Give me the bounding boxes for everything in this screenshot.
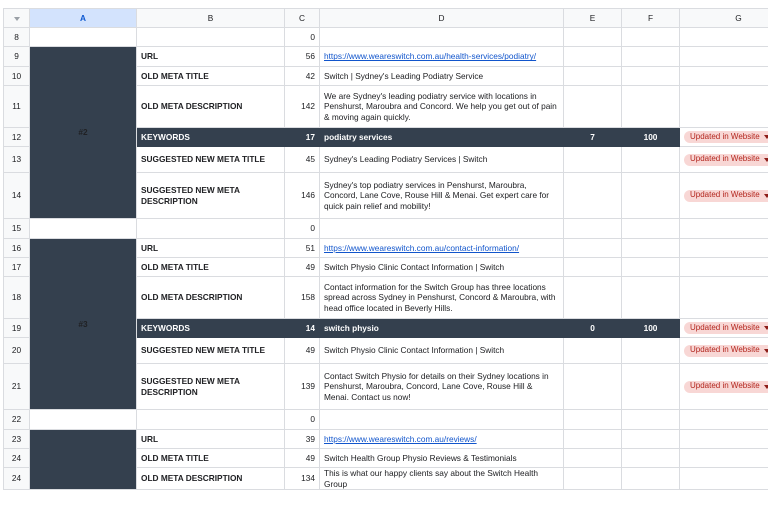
value-cell[interactable]: Sydney's top podiatry services in Penshurst, Maroubra, Concord, Lane Cove, Rouse Hill & Menai. Get expert care for quick pain relief and mobility! — [320, 173, 564, 219]
cell[interactable] — [622, 468, 680, 490]
row-number[interactable]: 8 — [4, 28, 30, 47]
char-count-cell[interactable]: 139 — [285, 364, 320, 410]
position-cell[interactable]: 0 — [564, 319, 622, 338]
cell[interactable] — [137, 219, 285, 239]
url-cell[interactable] — [320, 430, 564, 449]
cell[interactable] — [622, 277, 680, 319]
url-link[interactable]: https://www.weareswitch.com.au/contact-information/ — [324, 242, 520, 253]
cell[interactable] — [320, 410, 564, 430]
value-cell[interactable]: Switch Health Group Physio Reviews & Testimonials — [320, 449, 564, 468]
cell[interactable] — [680, 468, 768, 490]
char-count-cell[interactable]: 51 — [285, 239, 320, 258]
field-label-cell[interactable]: OLD META TITLE — [137, 258, 285, 277]
status-cell[interactable] — [680, 128, 768, 147]
char-count-cell[interactable]: 146 — [285, 173, 320, 219]
cell[interactable] — [564, 258, 622, 277]
column-header-e[interactable]: E — [564, 9, 622, 28]
dropdown-arrow-icon — [764, 385, 768, 389]
cell[interactable] — [320, 219, 564, 239]
cell[interactable] — [320, 28, 564, 47]
row-number[interactable]: 18 — [4, 277, 30, 319]
status-cell[interactable] — [680, 319, 768, 338]
value-cell[interactable]: Contact information for the Switch Group has three locations spread across Sydney in Penshurst, Concord & Maroubra, with head office located in Beverly Hills. — [320, 277, 564, 319]
char-count-cell[interactable]: 0 — [285, 28, 320, 47]
row-number[interactable]: 13 — [4, 147, 30, 173]
cell[interactable] — [622, 449, 680, 468]
column-header-a[interactable]: A — [30, 9, 137, 28]
char-count-cell[interactable]: 56 — [285, 47, 320, 67]
cell[interactable] — [622, 239, 680, 258]
char-count-cell[interactable]: 42 — [285, 67, 320, 86]
value-cell[interactable]: Contact Switch Physio for details on their Sydney locations in Penshurst, Maroubra, Concord, Lane Cove, Rouse Hill & Menai. Contact us now! — [320, 364, 564, 410]
cell[interactable] — [564, 449, 622, 468]
cell[interactable] — [564, 468, 622, 490]
select-all-corner[interactable] — [4, 9, 30, 28]
cell[interactable] — [622, 173, 680, 219]
cell[interactable] — [680, 47, 768, 67]
field-label-cell[interactable]: OLD META TITLE — [137, 449, 285, 468]
row-number[interactable]: 22 — [4, 410, 30, 430]
row-number[interactable]: 24 — [4, 449, 30, 468]
cell[interactable] — [622, 258, 680, 277]
status-chip-label: Updated in Website — [690, 190, 760, 200]
cell[interactable] — [622, 47, 680, 67]
corner-triangle-icon — [14, 17, 20, 21]
field-label-cell[interactable]: SUGGESTED NEW META TITLE — [137, 147, 285, 173]
char-count-cell[interactable]: 17 — [285, 128, 320, 147]
field-label-cell[interactable]: SUGGESTED NEW META TITLE — [137, 338, 285, 364]
char-count-cell[interactable]: 39 — [285, 430, 320, 449]
cell[interactable] — [30, 219, 137, 239]
char-count-cell[interactable]: 134 — [285, 468, 320, 490]
status-chip[interactable] — [684, 190, 768, 202]
table-row — [4, 28, 768, 47]
score-cell[interactable]: 100 — [622, 319, 680, 338]
row-number[interactable]: 17 — [4, 258, 30, 277]
cell[interactable] — [680, 86, 768, 128]
field-label-cell[interactable]: URL — [137, 239, 285, 258]
cell[interactable] — [564, 364, 622, 410]
cell[interactable] — [564, 277, 622, 319]
status-chip[interactable] — [684, 154, 768, 166]
cell[interactable] — [622, 147, 680, 173]
table-row — [4, 47, 768, 67]
cell[interactable] — [680, 239, 768, 258]
field-label-cell[interactable]: SUGGESTED NEW META DESCRIPTION — [137, 173, 285, 219]
cell[interactable] — [564, 430, 622, 449]
cell[interactable] — [622, 219, 680, 239]
cell[interactable] — [680, 430, 768, 449]
row-number[interactable]: 23 — [4, 430, 30, 449]
column-header-c[interactable]: C — [285, 9, 320, 28]
value-cell[interactable]: We are Sydney's leading podiatry service with locations in Penshurst, Maroubra and Concord. We help you get out of pain & moving again quickly. — [320, 86, 564, 128]
char-count-cell[interactable]: 142 — [285, 86, 320, 128]
value-cell[interactable]: Switch | Sydney's Leading Podiatry Service — [320, 67, 564, 86]
field-label-cell[interactable]: OLD META TITLE — [137, 67, 285, 86]
position-cell[interactable]: 7 — [564, 128, 622, 147]
dropdown-arrow-icon — [764, 158, 768, 162]
cell[interactable] — [30, 410, 137, 430]
cell[interactable] — [680, 258, 768, 277]
char-count-cell[interactable]: 0 — [285, 410, 320, 430]
status-chip[interactable] — [684, 345, 768, 357]
status-chip-label: Updated in Website — [690, 322, 760, 332]
table-row — [4, 219, 768, 239]
cell[interactable] — [622, 364, 680, 410]
cell[interactable] — [622, 338, 680, 364]
row-number[interactable]: 10 — [4, 67, 30, 86]
cell[interactable] — [564, 147, 622, 173]
cell[interactable] — [622, 410, 680, 430]
char-count-cell[interactable]: 45 — [285, 147, 320, 173]
keyword-cell[interactable]: switch physio — [320, 319, 564, 338]
cell[interactable] — [564, 239, 622, 258]
score-cell[interactable]: 100 — [622, 128, 680, 147]
column-header-d[interactable]: D — [320, 9, 564, 28]
column-header-row — [4, 9, 768, 28]
row-number[interactable]: 11 — [4, 86, 30, 128]
block-label-cell[interactable] — [30, 430, 137, 490]
value-cell[interactable]: Switch Physio Clinic Contact Information | Switch — [320, 258, 564, 277]
cell[interactable] — [680, 219, 768, 239]
dropdown-arrow-icon — [764, 349, 768, 353]
char-count-cell[interactable]: 49 — [285, 258, 320, 277]
cell[interactable] — [622, 430, 680, 449]
column-header-b[interactable]: B — [137, 9, 285, 28]
cell[interactable] — [564, 219, 622, 239]
block-label-cell[interactable]: #2 — [30, 47, 137, 219]
row-number[interactable]: 12 — [4, 128, 30, 147]
field-label-cell[interactable]: OLD META DESCRIPTION — [137, 86, 285, 128]
keyword-cell[interactable]: podiatry services — [320, 128, 564, 147]
status-chip-label: Updated in Website — [690, 381, 760, 391]
cell[interactable] — [622, 86, 680, 128]
cell[interactable] — [622, 28, 680, 47]
table-row — [4, 239, 768, 258]
status-cell[interactable] — [680, 173, 768, 219]
char-count-cell[interactable]: 0 — [285, 219, 320, 239]
cell[interactable] — [564, 86, 622, 128]
url-link[interactable]: https://www.weareswitch.com.au/health-services/podiatry/ — [324, 51, 537, 62]
cell[interactable] — [622, 67, 680, 86]
cell[interactable] — [30, 28, 137, 47]
dropdown-arrow-icon — [764, 194, 768, 198]
cell[interactable] — [680, 67, 768, 86]
block-label-cell[interactable]: #3 — [30, 239, 137, 410]
value-cell[interactable]: This is what our happy clients say about the Switch Health Group — [320, 468, 564, 490]
row-number[interactable]: 21 — [4, 364, 30, 410]
char-count-cell[interactable]: 49 — [285, 449, 320, 468]
cell[interactable] — [564, 67, 622, 86]
value-cell[interactable]: Sydney's Leading Podiatry Services | Switch — [320, 147, 564, 173]
char-count-cell[interactable]: 158 — [285, 277, 320, 319]
status-chip-label: Updated in Website — [690, 345, 760, 355]
dropdown-arrow-icon — [764, 326, 768, 330]
status-chip-label: Updated in Website — [690, 154, 760, 164]
cell[interactable] — [564, 28, 622, 47]
row-number[interactable]: 19 — [4, 319, 30, 338]
column-header-f[interactable]: F — [622, 9, 680, 28]
char-count-cell[interactable]: 49 — [285, 338, 320, 364]
cell[interactable] — [137, 410, 285, 430]
row-number[interactable]: 16 — [4, 239, 30, 258]
field-label-cell[interactable]: URL — [137, 430, 285, 449]
char-count-cell[interactable]: 14 — [285, 319, 320, 338]
table-row — [4, 410, 768, 430]
field-label-cell[interactable]: OLD META DESCRIPTION — [137, 277, 285, 319]
cell[interactable] — [564, 410, 622, 430]
status-cell[interactable] — [680, 364, 768, 410]
field-label-cell[interactable]: KEYWORDS — [137, 128, 285, 147]
status-chip-label: Updated in Website — [690, 131, 760, 141]
status-cell[interactable] — [680, 338, 768, 364]
cell[interactable] — [680, 410, 768, 430]
field-label-cell[interactable]: URL — [137, 47, 285, 67]
cell[interactable] — [137, 28, 285, 47]
cell[interactable] — [564, 338, 622, 364]
cell[interactable] — [564, 173, 622, 219]
field-label-cell[interactable]: SUGGESTED NEW META DESCRIPTION — [137, 364, 285, 410]
row-number[interactable]: 15 — [4, 219, 30, 239]
cell[interactable] — [564, 47, 622, 67]
row-number[interactable]: 9 — [4, 47, 30, 67]
row-number[interactable]: 20 — [4, 338, 30, 364]
status-chip[interactable] — [684, 322, 768, 334]
value-cell[interactable]: Switch Physio Clinic Contact Information | Switch — [320, 338, 564, 364]
url-link[interactable]: https://www.weareswitch.com.au/reviews/ — [324, 433, 477, 444]
cell[interactable] — [680, 449, 768, 468]
field-label-cell[interactable]: OLD META DESCRIPTION — [137, 468, 285, 490]
row-number[interactable]: 24 — [4, 468, 30, 490]
cell[interactable] — [680, 28, 768, 47]
column-header-g[interactable]: G — [680, 9, 768, 28]
row-number[interactable]: 14 — [4, 173, 30, 219]
status-chip[interactable] — [684, 131, 768, 143]
cell[interactable] — [680, 277, 768, 319]
field-label-cell[interactable]: KEYWORDS — [137, 319, 285, 338]
dropdown-arrow-icon — [764, 135, 768, 139]
url-cell[interactable] — [320, 47, 564, 67]
table-row — [4, 430, 768, 449]
status-cell[interactable] — [680, 147, 768, 173]
sheet-grid — [3, 8, 768, 490]
url-cell[interactable] — [320, 239, 564, 258]
status-chip[interactable] — [684, 381, 768, 393]
